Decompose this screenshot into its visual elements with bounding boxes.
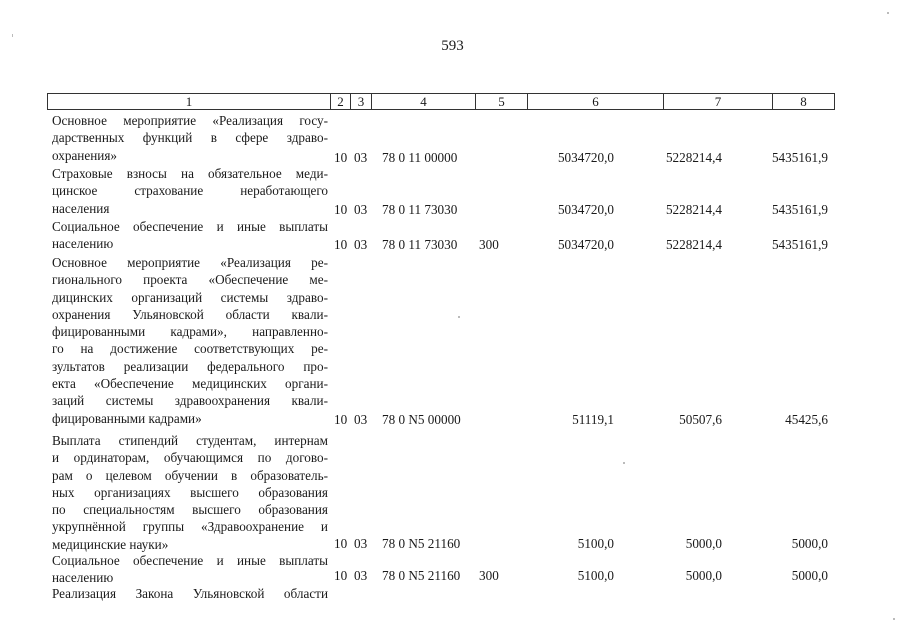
row-description: Основное мероприятие «Реализация ре- гионального проекта «Обеспечение ме- дицинских организаций системы здраво- охранения Ульяновской области квали- фицированными кадрами», направленно- го на достижение соответствующих ре- зультатов реализации федерального про- екта «Обеспечение медицинских органи- заций системы здравоохранения квали- фицированными кадрами» <box>52 255 328 426</box>
cell-expense-type: 300 <box>479 237 499 252</box>
row-description: Реализация Закона Ульяновской области <box>52 586 328 601</box>
cell-subsection: 03 <box>354 568 368 583</box>
cell-subsection: 03 <box>354 412 368 427</box>
cell-subsection: 03 <box>354 150 368 165</box>
cell-amount-2: 5228214,4 <box>665 202 722 217</box>
cell-target-article: 78 0 11 73030 <box>382 202 458 217</box>
cell-subsection: 03 <box>354 237 368 252</box>
cell-target-article: 78 0 N5 21160 <box>382 536 461 551</box>
row-description: Основное мероприятие «Реализация госу- дарственных функций в сфере здраво- охранения» <box>52 113 328 163</box>
row-description: Выплата стипендий студентам, интернам и ординаторам, обучающимся по догово- рам о целевом обучении в образователь- ных организациях высшего образования по специальностям высшего образования укрупнённой группы «Здравоохранение и медицинские науки» <box>52 433 328 552</box>
scan-speck <box>887 12 889 14</box>
cell-amount-3: 5435161,9 <box>771 150 828 165</box>
cell-section: 10 <box>334 412 348 427</box>
cell-amount-2: 5000,0 <box>685 568 722 583</box>
table-header <box>47 93 835 110</box>
cell-amount-3: 5000,0 <box>791 568 828 583</box>
cell-subsection: 03 <box>354 536 368 551</box>
header-col-6: 6 <box>528 94 664 109</box>
cell-section: 10 <box>334 536 348 551</box>
header-col-2: 2 <box>331 94 351 109</box>
header-col-4: 4 <box>372 94 476 109</box>
scan-speck <box>458 316 460 318</box>
page-number: 593 <box>441 38 464 54</box>
cell-section: 10 <box>334 568 348 583</box>
header-col-8: 8 <box>800 94 807 109</box>
cell-amount-3: 5000,0 <box>791 536 828 551</box>
cell-target-article: 78 0 N5 21160 <box>382 568 461 583</box>
header-col-5: 5 <box>476 94 528 109</box>
row-description: Страховые взносы на обязательное меди- цинское страхование неработающего населения <box>52 166 328 216</box>
cell-amount-1: 5034720,0 <box>557 202 614 217</box>
row-description: Социальное обеспечение и иные выплаты населению <box>52 219 328 252</box>
cell-amount-2: 5228214,4 <box>665 237 722 252</box>
header-col-7: 7 <box>664 94 773 109</box>
header-col-3: 3 <box>351 94 372 109</box>
scan-speck <box>623 462 625 464</box>
cell-amount-1: 5100,0 <box>577 568 614 583</box>
cell-target-article: 78 0 11 00000 <box>382 150 458 165</box>
cell-expense-type: 300 <box>479 568 499 583</box>
cell-amount-1: 5034720,0 <box>557 237 614 252</box>
cell-amount-3: 5435161,9 <box>771 237 828 252</box>
cell-amount-1: 51119,1 <box>572 412 614 427</box>
cell-amount-2: 50507,6 <box>679 412 722 427</box>
row-description: Социальное обеспечение и иные выплаты населению <box>52 553 328 586</box>
scan-speck <box>12 34 13 37</box>
cell-subsection: 03 <box>354 202 368 217</box>
scan-speck <box>893 618 895 620</box>
cell-section: 10 <box>334 237 348 252</box>
cell-amount-2: 5228214,4 <box>665 150 722 165</box>
cell-amount-1: 5034720,0 <box>557 150 614 165</box>
cell-section: 10 <box>334 202 348 217</box>
cell-amount-3: 5435161,9 <box>771 202 828 217</box>
cell-target-article: 78 0 11 73030 <box>382 237 458 252</box>
header-col-1: 1 <box>48 94 331 109</box>
cell-amount-2: 5000,0 <box>685 536 722 551</box>
cell-target-article: 78 0 N5 00000 <box>382 412 461 427</box>
cell-amount-1: 5100,0 <box>577 536 614 551</box>
cell-amount-3: 45425,6 <box>785 412 828 427</box>
cell-section: 10 <box>334 150 348 165</box>
